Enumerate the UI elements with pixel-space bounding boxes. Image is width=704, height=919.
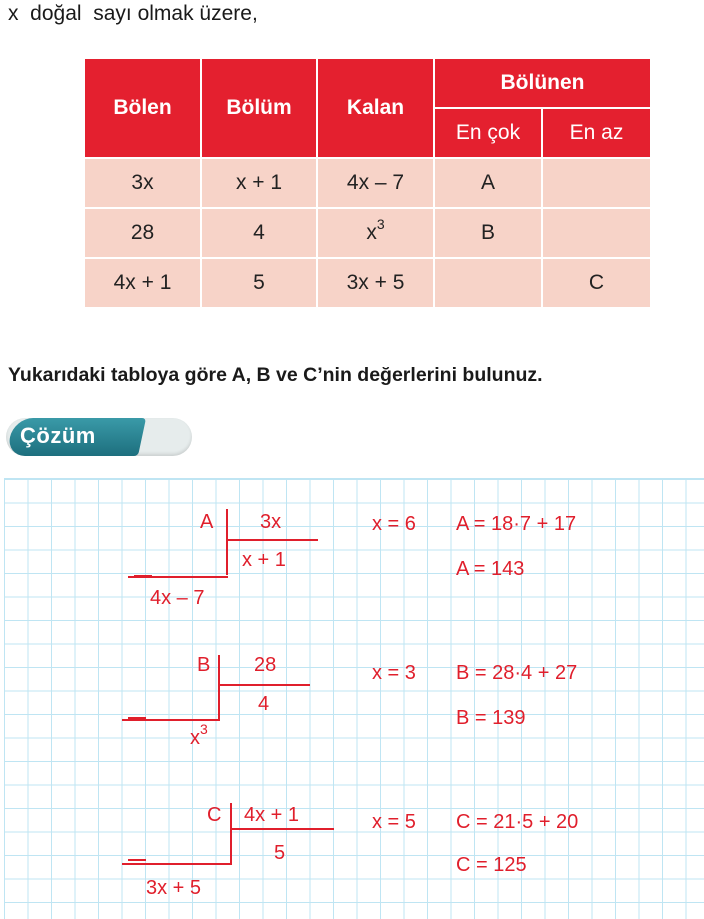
dividend-label: A (200, 511, 214, 533)
cell-bolum: x + 1 (201, 158, 317, 208)
badge-label: Çözüm (20, 423, 96, 448)
cell-en-az: C (542, 258, 651, 308)
division-vertical-line (226, 509, 228, 575)
x-value: x = 5 (372, 811, 416, 833)
remainder-label: 4x – 7 (150, 587, 205, 609)
question-text: Yukarıdaki tabloya göre A, B ve C’nin değerlerini bulunuz. (8, 364, 543, 386)
table-row (84, 258, 651, 308)
dividend-label: B (197, 654, 211, 676)
quotient-label: x + 1 (242, 549, 286, 571)
equation-line-2: B = 139 (456, 707, 526, 729)
divisor-label: 3x (260, 511, 282, 533)
cell-bolum: 4 (201, 208, 317, 258)
minus-sign (128, 859, 146, 861)
header-bolum: Bölüm (201, 58, 317, 158)
cell-kalan: $x^3$ (317, 208, 434, 258)
subtraction-line (128, 576, 228, 578)
equation-line-2: A = 143 (456, 558, 525, 580)
equation-line-1: A = 18·7 + 17 (456, 513, 577, 535)
equation-line-2: C = 125 (456, 854, 527, 876)
header-bolen: Bölen (84, 58, 201, 158)
division-table (83, 57, 652, 309)
cell-en-cok (434, 258, 542, 308)
cell-kalan: 4x – 7 (317, 158, 434, 208)
quotient-label: 5 (274, 842, 286, 864)
division-horizontal-line (226, 539, 318, 541)
division-vertical-line (230, 803, 232, 863)
quotient-label: 4 (258, 693, 270, 715)
remainder-label: 3x + 5 (146, 877, 202, 899)
cell-en-cok: B (434, 208, 542, 258)
subtraction-line (122, 863, 232, 865)
table-header-row (84, 58, 651, 108)
cell-en-az (542, 208, 651, 258)
cell-en-az (542, 158, 651, 208)
remainder-label: $x^3$ (190, 721, 208, 749)
header-kalan: Kalan (317, 58, 434, 158)
x-value: x = 6 (372, 513, 416, 535)
divisor-label: 4x + 1 (244, 804, 300, 826)
equation-line-1: B = 28·4 + 27 (456, 662, 578, 684)
dividend-label: C (207, 804, 222, 826)
cell-en-cok: A (434, 158, 542, 208)
solution-badge (6, 418, 192, 456)
table-row (84, 158, 651, 208)
intro-text: x doğal sayı olmak üzere, (8, 2, 258, 25)
header-en-az: En az (542, 108, 651, 158)
equation-line-1: C = 21·5 + 20 (456, 811, 579, 833)
header-bolunen: Bölünen (434, 58, 651, 108)
cell-bolen: 3x (84, 158, 201, 208)
cell-kalan: 3x + 5 (317, 258, 434, 308)
header-en-cok: En çok (434, 108, 542, 158)
table-row (84, 208, 651, 258)
division-horizontal-line (230, 828, 334, 830)
cell-bolen: 28 (84, 208, 201, 258)
division-horizontal-line (218, 684, 310, 686)
divisor-label: 28 (254, 654, 277, 676)
division-vertical-line (218, 655, 220, 719)
cell-bolen: 4x + 1 (84, 258, 201, 308)
cell-bolum: 5 (201, 258, 317, 308)
solution-grid (4, 478, 704, 919)
x-value: x = 3 (372, 662, 416, 684)
